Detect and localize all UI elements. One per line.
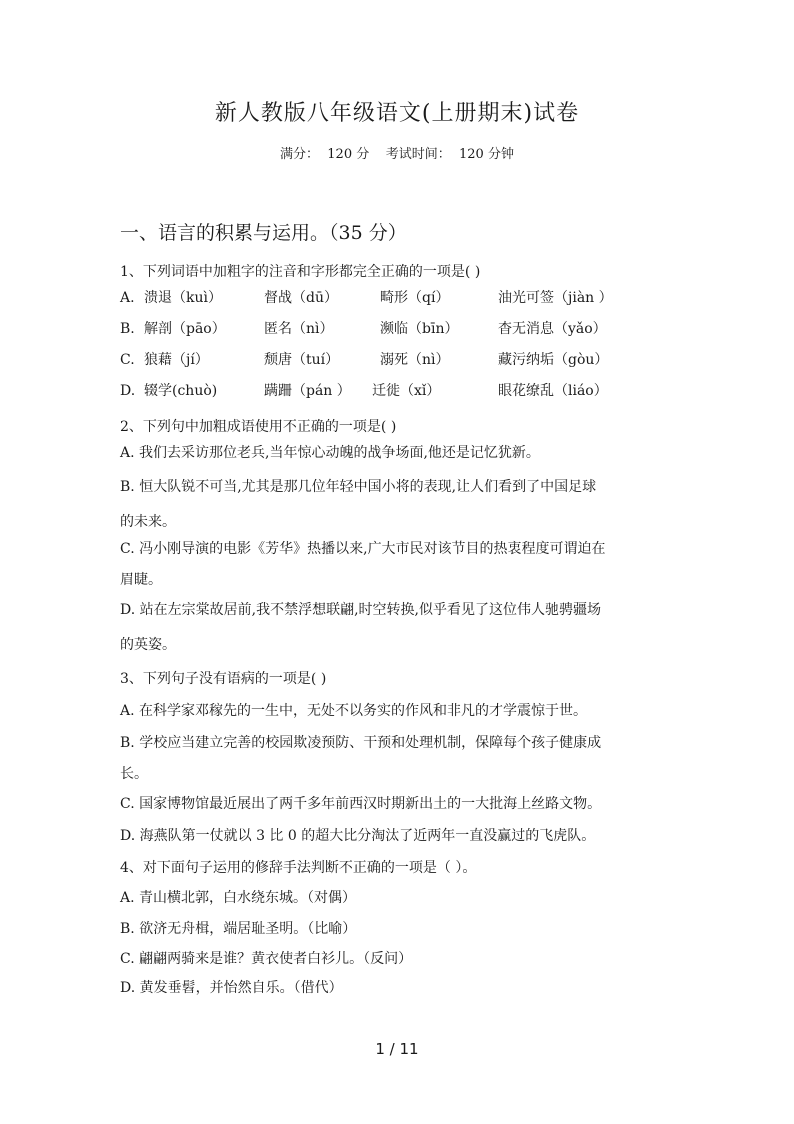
- q4-option-a: A. 青山横北郭，白水绕东城。（对偶）: [120, 890, 357, 906]
- q2-option-c: C. 冯小刚导演的电影《芳华》热播以来,广大市民对该节目的热衷程度可谓迫在: [120, 541, 606, 557]
- exam-subtitle: 满分： 120 分 考试时间： 120 分钟: [280, 147, 514, 162]
- q2-option-c-cont: 眉睫。: [120, 572, 162, 588]
- q1-a-word-2: 督战（dū）: [264, 290, 338, 306]
- q3-option-b: B. 学校应当建立完善的校园欺凌预防、干预和处理机制，保障每个孩子健康成: [120, 735, 602, 751]
- q2-option-d-cont: 的英姿。: [120, 637, 176, 653]
- q1-b-word-3: 濒临（bīn）: [380, 321, 459, 337]
- q3-option-b-cont: 长。: [120, 766, 148, 782]
- q1-d-word-3: 迁徙（xǐ）: [372, 383, 441, 399]
- q1-b-word-1: 解剖（pāo）: [144, 321, 226, 337]
- q2-option-b-cont: 的未来。: [120, 514, 176, 530]
- page-number: 1 / 11: [375, 1040, 419, 1058]
- q1-b-word-4: 杳无消息（yǎo）: [498, 321, 607, 337]
- q1-a-word-3: 畸形（qí）: [380, 290, 450, 306]
- q1-c-word-2: 颓唐（tuí）: [264, 352, 340, 368]
- q3-option-a: A. 在科学家邓稼先的一生中，无处不以务实的作风和非凡的才学震惊于世。: [120, 703, 588, 719]
- q1-c-word-3: 溺死（nì）: [380, 352, 450, 368]
- q1-a-word-4: 油光可签（jiàn ）: [498, 290, 613, 306]
- q1-b-word-2: 匿名（nì）: [264, 321, 334, 337]
- q3-option-d: D. 海燕队第一仗就以 3 比 0 的超大比分淘汰了近两年一直没赢过的飞虎队。: [120, 828, 596, 844]
- q1-option-label: D.: [120, 383, 136, 399]
- q1-option-label: C.: [120, 352, 135, 368]
- q1-d-word-4: 眼花缭乱（liáo）: [498, 383, 608, 399]
- q1-option-label: A.: [120, 290, 135, 306]
- question-2-stem: 2、下列句中加粗成语使用不正确的一项是( ): [120, 419, 397, 435]
- q1-option-label: B.: [120, 321, 135, 337]
- question-1-stem: 1、下列词语中加粗字的注音和字形都完全正确的一项是( ): [120, 264, 481, 280]
- q1-c-word-1: 狼藉（jí）: [144, 352, 209, 368]
- section-heading: 一、语言的积累与运用。（35 分）: [120, 222, 407, 244]
- q3-option-c: C. 国家博物馆最近展出了两千多年前西汉时期新出土的一大批海上丝路文物。: [120, 796, 602, 812]
- q4-option-b: B. 欲济无舟楫，端居耻圣明。（比喻）: [120, 921, 357, 937]
- q1-c-word-4: 藏污纳垢（gòu）: [498, 352, 609, 368]
- q4-option-c: C. 翩翩两骑来是谁？黄衣使者白衫儿。（反问）: [120, 951, 413, 967]
- question-3-stem: 3、下列句子没有语病的一项是( ): [120, 671, 327, 687]
- q1-a-word-1: 溃退（kuì）: [144, 290, 222, 306]
- q2-option-b: B. 恒大队锐不可当,尤其是那几位年轻中国小将的表现,让人们看到了中国足球: [120, 479, 597, 495]
- q1-d-word-1: 辍学(chuò): [144, 383, 218, 399]
- q1-d-word-2: 蹒跚（pán ）: [264, 383, 351, 399]
- q4-option-d: D. 黄发垂髫，并怡然自乐。（借代）: [120, 980, 343, 996]
- q2-option-a: A. 我们去采访那位老兵,当年惊心动魄的战争场面,他还是记忆犹新。: [120, 445, 540, 461]
- q2-option-d: D. 站在左宗棠故居前,我不禁浮想联翩,时空转换,似乎看见了这位伟人驰骋疆场: [120, 602, 601, 618]
- question-4-stem: 4、对下面句子运用的修辞手法判断不正确的一项是（ ）。: [120, 860, 477, 876]
- exam-title: 新人教版八年级语文(上册期末)试卷: [214, 101, 580, 126]
